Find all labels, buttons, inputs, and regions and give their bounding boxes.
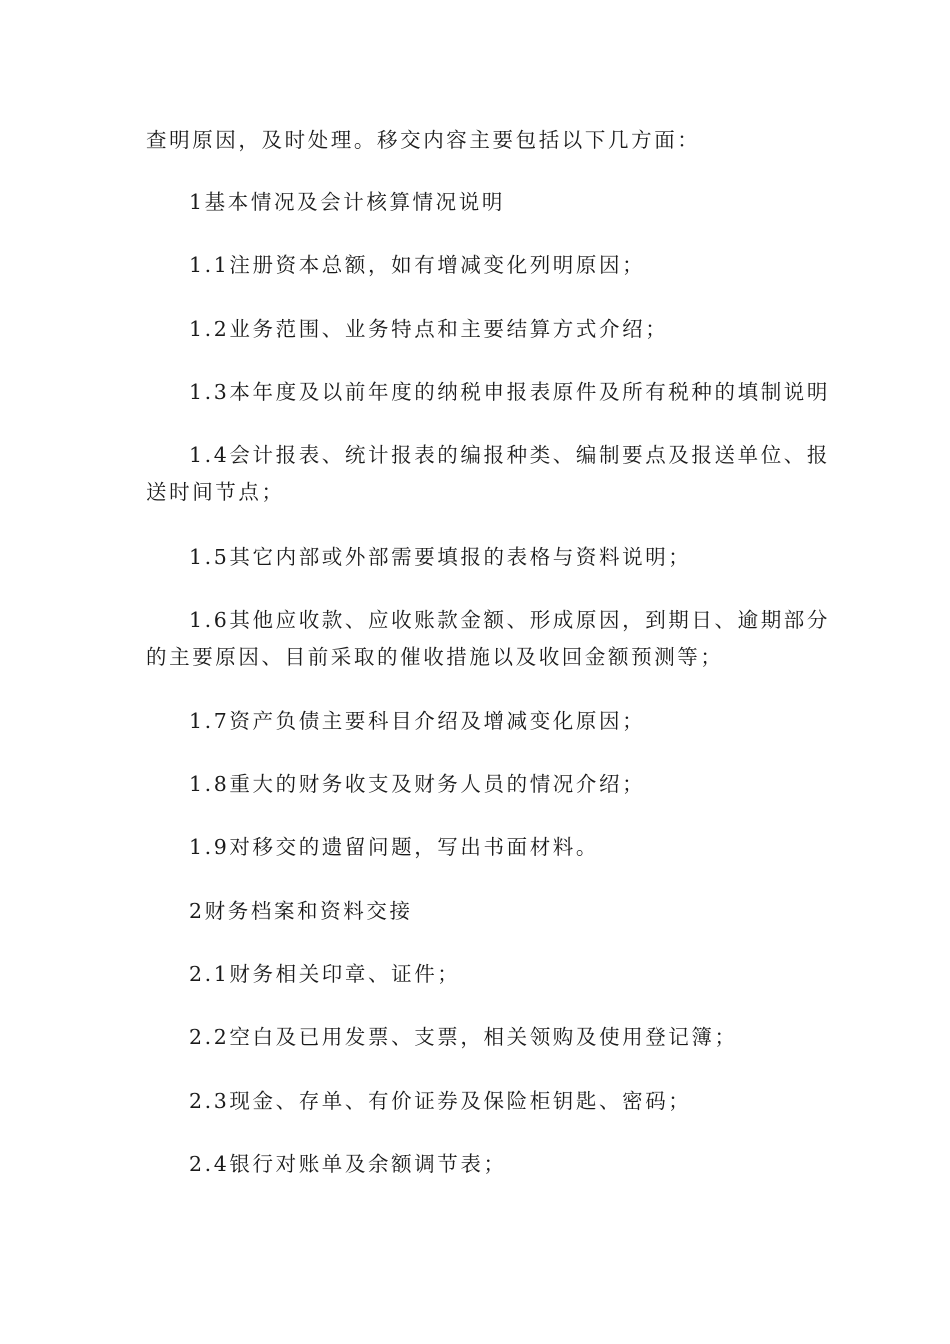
list-item-1-2: 1.2业务范围、业务特点和主要结算方式介绍；	[189, 317, 669, 341]
list-item-1-9: 1.9对移交的遗留问题，写出书面材料。	[189, 835, 600, 859]
list-item-2-1: 2.1财务相关印章、证件；	[189, 962, 461, 986]
section-heading-2: 2财务档案和资料交接	[189, 899, 413, 923]
list-item-1-5: 1.5其它内部或外部需要填报的表格与资料说明；	[189, 545, 692, 569]
list-item-1-3: 1.3本年度及以前年度的纳税申报表原件及所有税种的填制说明	[189, 380, 830, 404]
section-heading-1: 1基本情况及会计核算情况说明	[189, 190, 505, 214]
list-item-1-7: 1.7资产负债主要科目介绍及增减变化原因；	[189, 709, 646, 733]
paragraph-line: 查明原因，及时处理。移交内容主要包括以下几方面：	[146, 128, 701, 152]
list-item-1-8: 1.8重大的财务收支及财务人员的情况介绍；	[189, 772, 646, 796]
list-item-2-2: 2.2空白及已用发票、支票，相关领购及使用登记簿；	[189, 1025, 738, 1049]
list-item-2-4: 2.4银行对账单及余额调节表；	[189, 1152, 507, 1176]
list-item-1-6: 1.6其他应收款、应收账款金额、形成原因，到期日、逾期部分	[189, 608, 830, 632]
list-item-1-6-continued: 的主要原因、目前采取的催收措施以及收回金额预测等；	[146, 645, 724, 669]
list-item-2-3: 2.3现金、存单、有价证券及保险柜钥匙、密码；	[189, 1089, 692, 1113]
list-item-1-4: 1.4会计报表、统计报表的编报种类、编制要点及报送单位、报	[189, 443, 830, 467]
list-item-1-1: 1.1注册资本总额，如有增减变化列明原因；	[189, 253, 646, 277]
list-item-1-4-continued: 送时间节点；	[146, 480, 285, 504]
